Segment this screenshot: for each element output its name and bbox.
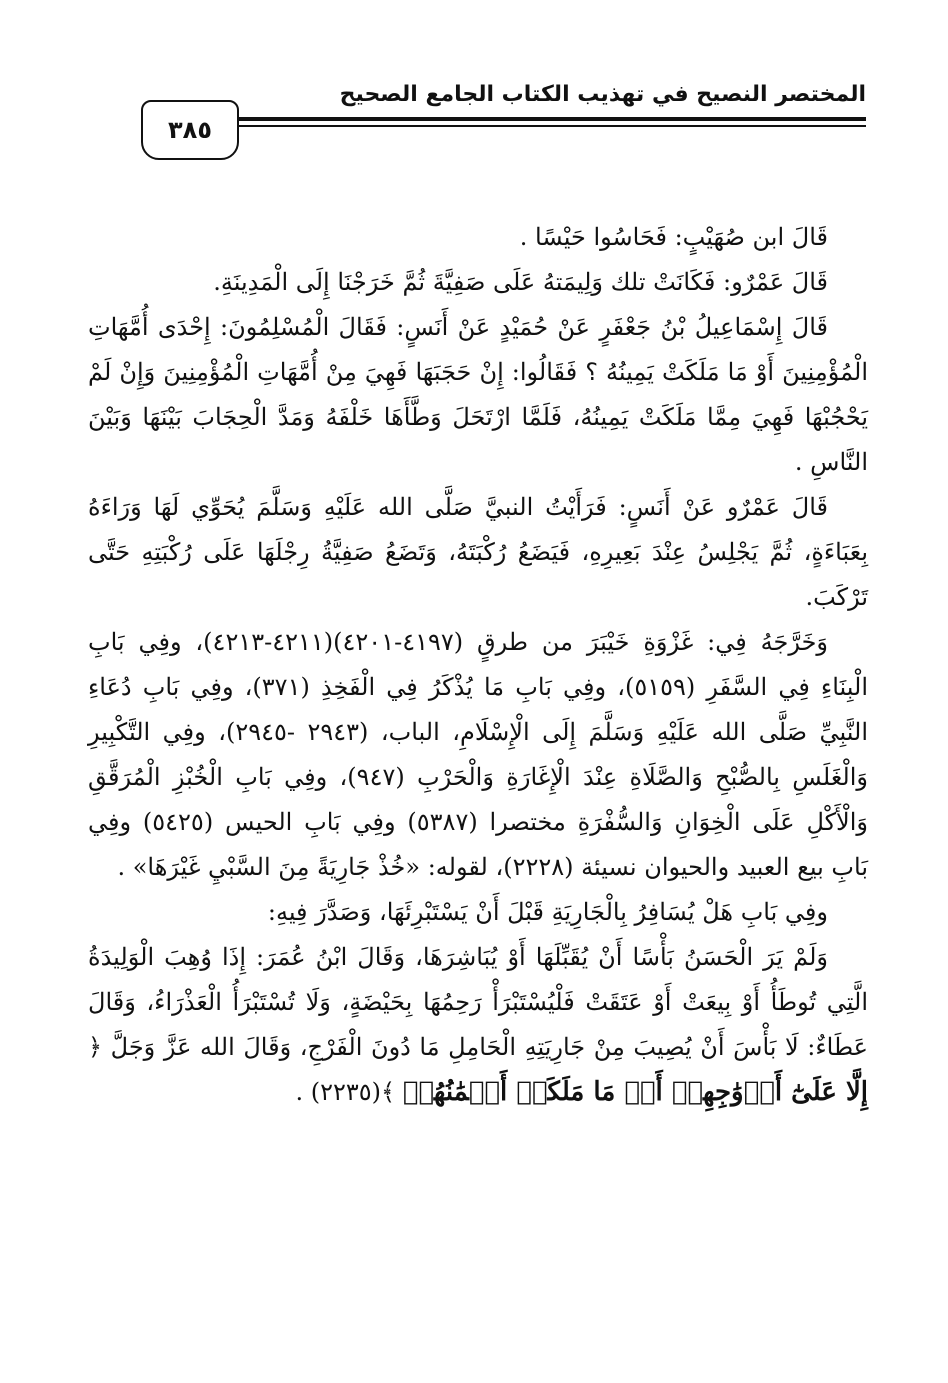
quran-close-bracket: ﴾ (381, 1078, 396, 1106)
paragraph-7 (88, 935, 868, 1115)
quran-reference: (٢٢٣٥) . (295, 1078, 382, 1106)
paragraph-2: قَالَ عَمْرٌو: فَكَانَتْ تلك وَلِيمَتهُ عَلَى صَفِيَّةَ ثُمَّ خَرَجْنَا إِلَى الْمَدِينَةِ. (213, 268, 828, 296)
paragraph-5: وَخَرَّجَهُ فِي: غَزْوَةِ خَيْبَرَ من طرقٍ (٤١٩٧-٤٢٠١)(٤٢١١-٤٢١٣)، وفِي بَابِ الْبِنَاءِ فِي السَّفَرِ (٥١٥٩)، وفِي بَابِ مَا يُذْكَرُ فِي الْفَخِذِ (٣٧١)، وفِي بَابِ دُعَاءِ النَّبِيِّ صَلَّى الله عَلَيْهِ وَسَلَّمَ إِلَى الْإِسْلَامِ، الباب، (٢٩٤٣ -٢٩٤٥)، وفِي التَّكْبِيرِ وَالْغَلَسِ بِالصُّبْحِ وَالصَّلَاةِ عِنْدَ الْإِغَارَةِ وَالْحَرْبِ (٩٤٧)، وفِي بَابِ الْخُبْزِ الْمُرَقَّقِ وَالْأَكْلِ عَلَى الْخِوَانِ وَالسُّفْرَةِ مختصرا (٥٣٨٧) وفِي بَابِ الحيس (٥٤٢٥) وفِي بَابِ بيع العبيد والحيوان نسيئة (٢٢٢٨)، لقوله: «خُذْ جَارِيَةً مِنَ السَّبْيِ غَيْرَهَا» . (88, 628, 869, 881)
quran-verse: إِلَّا عَلَىٰٓ أَزۡوَٰجِهِمۡ أَوۡ مَا مَلَكَتۡ أَيۡمَٰنُهُمۡ (402, 1077, 868, 1107)
page-number: ٣٨٥ (168, 116, 212, 144)
paragraph-7-text: وَلَمْ يَرَ الْحَسَنُ بَأْسًا أَنْ يُقَبِّلَهَا أَوْ يُبَاشِرَهَا، وَقَالَ ابْنُ عُمَرَ: إِذَا وُهِبَ الْوَلِيدَةُ الَّتِي تُوطَأُ أَوْ بِيعَتْ أَوْ عَتَقَتْ فَلْيُسْتَبْرَأْ رَحِمُهَا بِحَيْضَةٍ، وَلَا تُسْتَبْرَأُ الْعَذْرَاءُ، وَقَالَ عَطَاءٌ: لَا بَأْسَ أَنْ يُصِيبَ مِنْ جَارِيَتِهِ الْحَامِلِ مَا دُونَ الْفَرْجِ، وَقَالَ الله عَزَّ وَجَلَّ (88, 943, 868, 1061)
page-number-box (141, 100, 239, 160)
paragraph-3: قَالَ إِسْمَاعِيلُ بْنُ جَعْفَرٍ عَنْ حُمَيْدٍ عَنْ أَنَسٍ: فَقَالَ الْمُسْلِمُونَ: إِحْدَى أُمَّهَاتِ الْمُؤْمِنِينَ أَوْ مَا مَلَكَتْ يَمِينُهُ ؟ فَقَالُوا: إِنْ حَجَبَهَا فَهِيَ مِنْ أُمَّهَاتِ الْمُؤْمِنِينَ وَإِنْ لَمْ يَحْجُبْهَا فَهِيَ مِمَّا مَلَكَتْ يَمِينُهُ، فَلَمَّا ارْتَحَلَ وَطَّأَهَا خَلْفَهُ وَمَدَّ الْحِجَابَ بَيْنَهَا وَبَيْنَ النَّاسِ . (88, 313, 868, 476)
header-rule-thick (235, 117, 866, 121)
paragraph-1: قَالَ ابن صُهَيْبٍ: فَحَاسُوا حَيْسًا . (519, 223, 828, 251)
running-header-title: المختصر النصيح في تهذيب الكتاب الجامع الصحيح (339, 82, 866, 107)
paragraph-4: قَالَ عَمْرٌو عَنْ أَنَسٍ: فَرَأَيْتُ النبيَّ صَلَّى الله عَلَيْهِ وَسَلَّمَ يُحَوِّي لَهَا وَرَاءَهُ بِعَبَاءَةٍ، ثُمَّ يَجْلِسُ عِنْدَ بَعِيرِهِ، فَيَضَعُ رُكْبَتَهُ، وَتَضَعُ صَفِيَّةُ رِجْلَهَا عَلَى رُكْبَتِهِ حَتَّى تَرْكَبَ. (88, 493, 868, 611)
paragraph-6: وفِي بَابِ هَلْ يُسَافِرُ بِالْجَارِيَةِ قَبْلَ أَنْ يَسْتَبْرِئَهَا، وَصَدَّرَ فِيهِ: (267, 898, 828, 926)
header-rule-thin (235, 125, 866, 127)
quran-open-bracket: ﴿ (88, 1033, 103, 1061)
page-body (88, 215, 868, 1115)
